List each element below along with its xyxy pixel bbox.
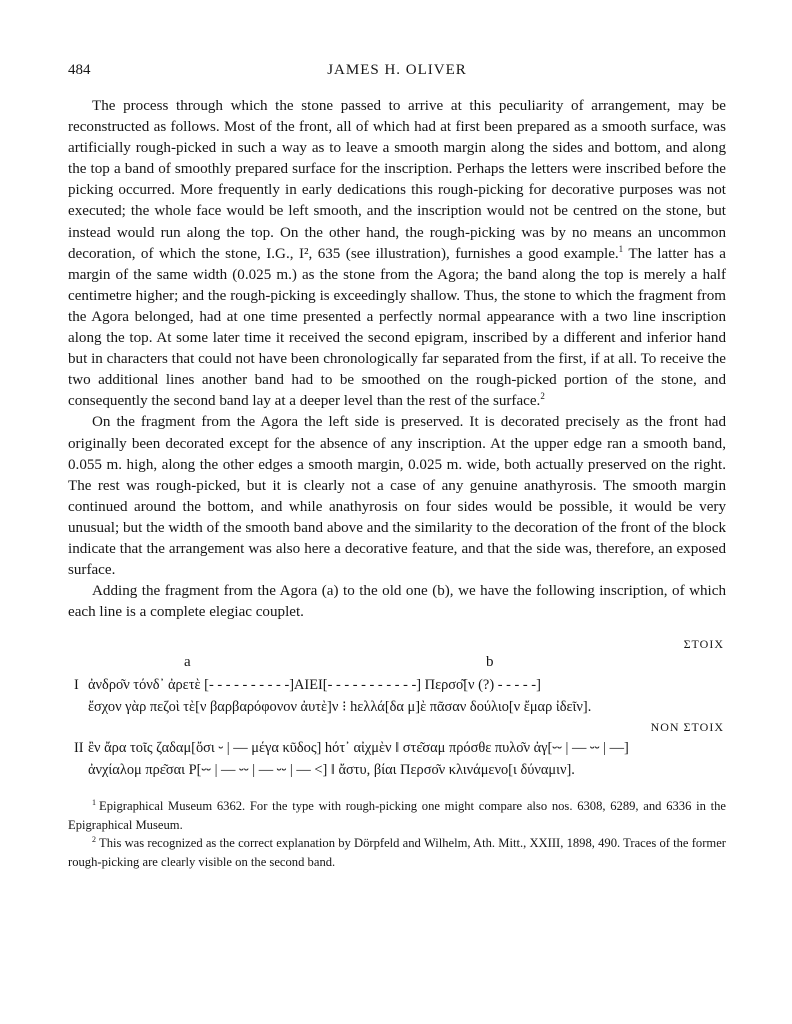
running-head-author: JAMES H. OLIVER [327, 62, 467, 78]
section-numeral-2: II [74, 740, 84, 757]
inscription-section-1 [68, 674, 726, 718]
paragraph-2: On the fragment from the Agora the left side is preserved. It is decorated precisely as the front had originally been decorated except for the absence of any inscription. At the upper edge ran a smooth band, 0.055 m. high, along the other edges a smooth margin, 0.025 m. wide, both actually preserved on the right. The rest was rough-picked, but it is clearly not a case of any genuine anathyrosis. The smooth margin continued around the bottom, and while anathyrosis on four sides would be possible, it would be very unusual; but the width of the smooth band above and the similarity to the decoration of the front of the block indicate that the arrangement was also here a decorative feature, and that the side was, therefore, an exposed surface. [68, 414, 726, 579]
inscription-line-1: ἀνδρο͂ν τόνδ᾽ ἀρετὲ [- - - - - - - - - -]ΑΙΕΙ[- - - - - - - - - - -] Περσο͂[ν (?) - - - - -] [88, 677, 541, 694]
footnote-text-1: Epigraphical Museum 6362. For the type with rough-picking one might compare also nos. 6308, 6289, and 6336 in the Epigraphical Museum. [68, 799, 726, 832]
inscription-section-2 [68, 737, 726, 781]
paragraph-1-part-1: The process through which the stone passed to arrive at this peculiarity of arrangement, may be reconstructed as follows. Most of the front, all of which had at first been prepared as a smooth surface, was artificially rough-picked in such a way as to leave a smooth margin along the sides and bottom, and along the top a band of smoothly prepared surface for the inscription. Perhaps the letters were inscribed before the picking occurred. More frequently in early dedications this rough-picking for decorative purposes was not executed; the whole face would be left smooth, and the inscription would not be centred on the stone, but instead would run along the top. On the other hand, the rough-picking was by no means an uncommon decoration, of which the stone, I.G., I², 635 (see illustration), furnishes a good example. [68, 98, 726, 262]
page [68, 62, 726, 871]
footnote-ref-1[interactable]: 1 [618, 243, 624, 254]
footnote-ref-2[interactable]: 2 [540, 391, 545, 402]
column-label-a: a [184, 654, 191, 671]
footnotes [68, 797, 726, 871]
paragraph-3: Adding the fragment from the Agora (a) to the old one (b), we have the following inscription, of which each line is a complete elegiac couplet. [68, 583, 726, 621]
footnote-mark-1: 1 [92, 798, 96, 808]
page-number: 484 [68, 62, 91, 78]
nonstoich-label: NON ΣΤΟΙΧ [650, 720, 724, 735]
footnote-1 [68, 797, 726, 834]
running-head [68, 62, 726, 84]
column-labels [68, 652, 726, 674]
stoich-label: ΣΤΟΙΧ [683, 637, 724, 652]
footnote-mark-2: 2 [92, 835, 96, 845]
inscription-line-4: ἀνχίαλομ πρε͂σαι Ρ[⏑⏑ | — ⏑⏑ | — ⏑⏑ | — <] ‖ ἄστυ, βίαι Περσο͂ν κλινάμενο[ι δύναμιν]. [88, 762, 575, 779]
footnote-2 [68, 834, 726, 871]
section-numeral-1: I [74, 677, 79, 694]
footnote-text-2: This was recognized as the correct explanation by Dörpfeld and Wilhelm, Ath. Mitt., XXIII, 1898, 490. Traces of the former rough-picking are clearly visible on the second band. [68, 836, 726, 869]
column-label-b: b [486, 654, 494, 671]
inscription-line-2: ἔσχον γὰρ πεζοὶ τὲ[ν βαρβαρόφονον ἀυτὲ]ν ⁝ hελλά[δα μ]ὲ πᾶσαν δούλιο[ν ἔμαρ ἰδεῖν]. [88, 699, 592, 716]
paragraph-1 [68, 96, 726, 412]
inscription-line-3: ἒν ἄρα τοῖς ζαδαμ[ὄσι ⏑ | — μέγα κῦδος] hότ᾽ αἰχμὲν ‖ στε͂σαμ πρόσθε πυλο͂ν ἀγ[⏑⏑ | — ⏑⏑ | —] [88, 740, 629, 757]
body-text [68, 96, 726, 623]
paragraph-1-part-2: The latter has a margin of the same width (0.025 m.) as the stone from the Agora; the band along the top is merely a half centimetre higher; and the rough-picking is exceedingly shallow. Thus, the stone to which the fragment from the Agora belonged, had at one time presented a perfectly normal appearance with a two line inscription along the top. At some later time it received the second epigram, inscribed by a different and inferior hand but in characters that could not have been chronologically far separated from the first, if at all. To receive the two additional lines another band had to be smoothed on the rough-picked portion of the stone, and consequently the second band lay at a deeper level than the rest of the surface. [68, 245, 726, 410]
